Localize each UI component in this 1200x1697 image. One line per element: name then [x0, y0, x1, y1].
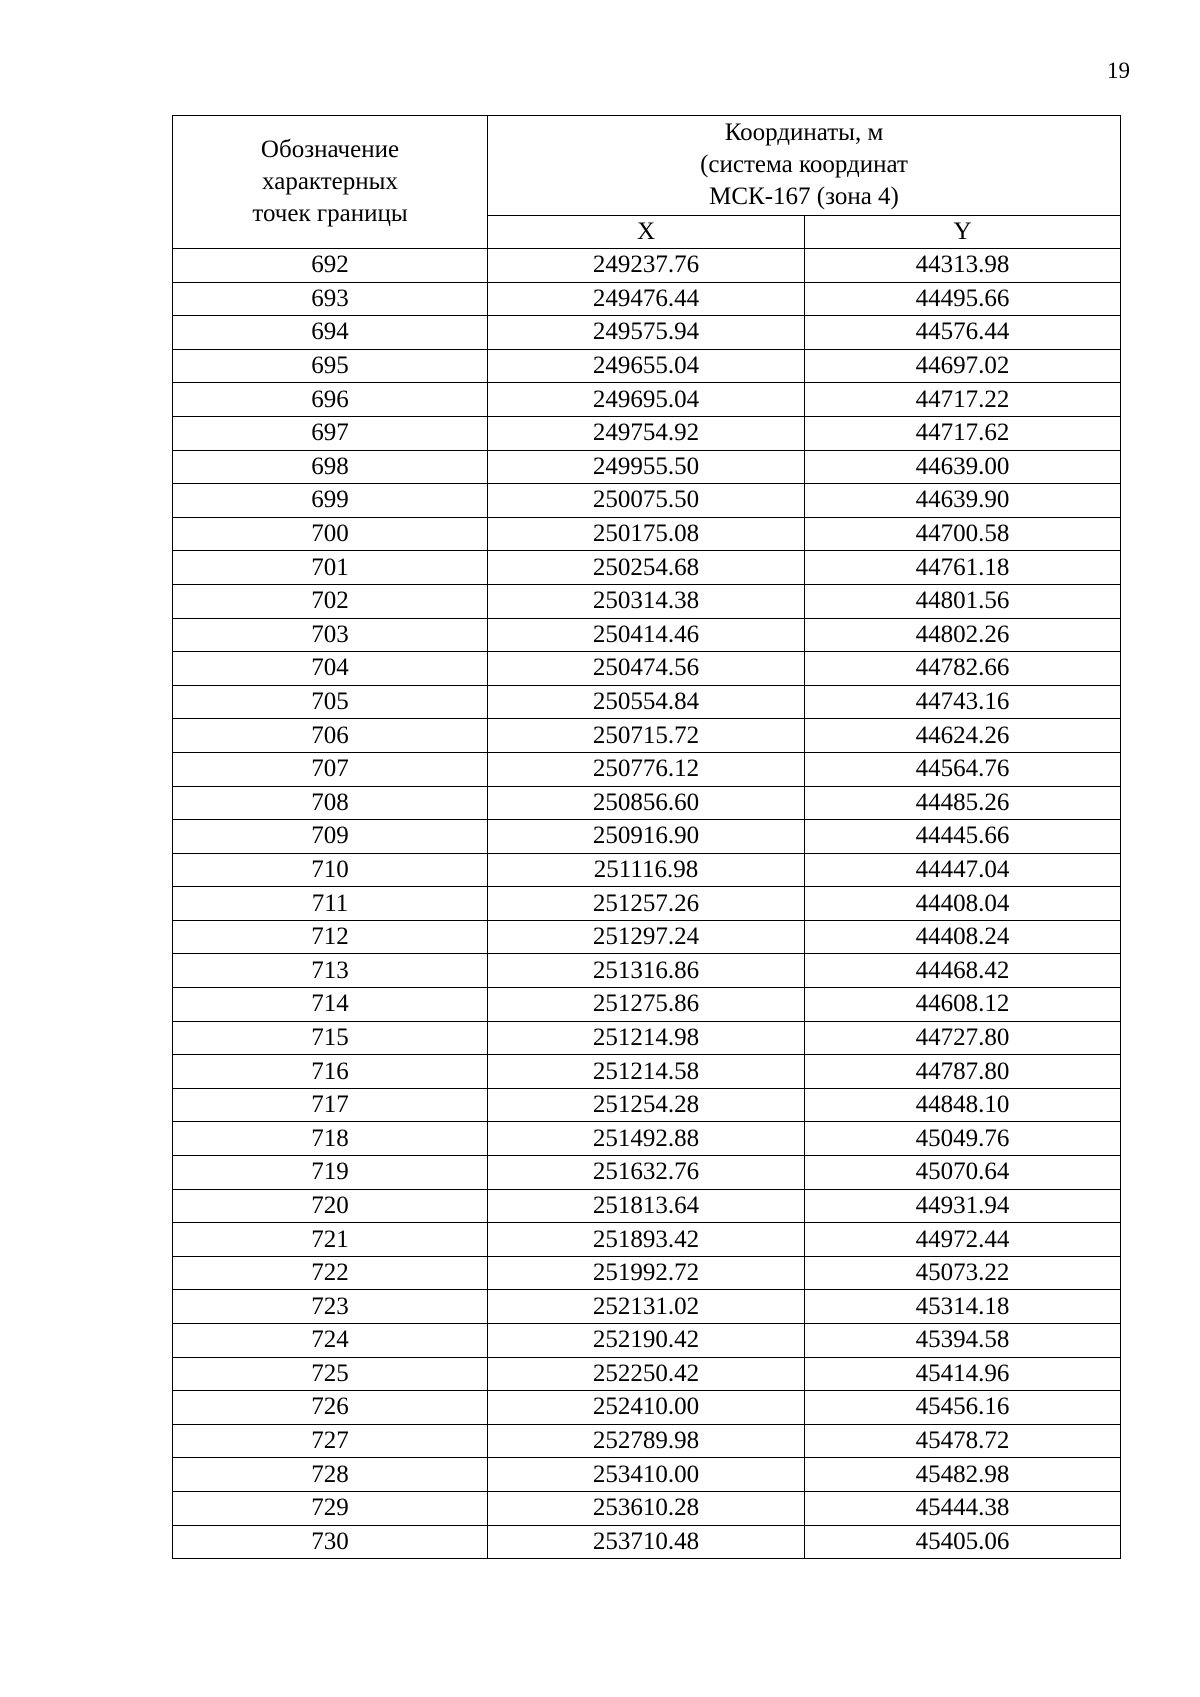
- point-cell: 706: [173, 719, 488, 753]
- y-cell: 44408.24: [805, 920, 1121, 954]
- y-cell: 44782.66: [805, 652, 1121, 686]
- y-cell: 44761.18: [805, 551, 1121, 585]
- coordinates-table: [172, 115, 1121, 1559]
- point-cell: 716: [173, 1055, 488, 1089]
- point-cell: 710: [173, 853, 488, 887]
- point-cell: 714: [173, 988, 488, 1022]
- header-x: X: [488, 215, 805, 248]
- table-row: [173, 1525, 1121, 1559]
- point-cell: 705: [173, 685, 488, 719]
- x-cell: 251275.86: [488, 988, 805, 1022]
- table-row: [173, 282, 1121, 316]
- x-cell: 250776.12: [488, 752, 805, 786]
- y-cell: 44313.98: [805, 249, 1121, 283]
- table-row: [173, 551, 1121, 585]
- header-point-line-2: характерных: [262, 168, 398, 195]
- point-cell: 696: [173, 383, 488, 417]
- table-row: [173, 416, 1121, 450]
- point-cell: 723: [173, 1290, 488, 1324]
- x-cell: 249237.76: [488, 249, 805, 283]
- x-cell: 251116.98: [488, 853, 805, 887]
- point-cell: 703: [173, 618, 488, 652]
- page-number: 19: [1107, 58, 1130, 83]
- y-cell: 44564.76: [805, 752, 1121, 786]
- table-row: [173, 1290, 1121, 1324]
- table-row: [173, 618, 1121, 652]
- table-row: [173, 584, 1121, 618]
- table-row: [173, 1458, 1121, 1492]
- point-cell: 725: [173, 1357, 488, 1391]
- table-row: [173, 1223, 1121, 1257]
- x-cell: 251632.76: [488, 1156, 805, 1190]
- x-cell: 252250.42: [488, 1357, 805, 1391]
- header-point-line-3: точек границы: [252, 200, 408, 227]
- table-row: [173, 1357, 1121, 1391]
- point-cell: 711: [173, 887, 488, 921]
- point-cell: 695: [173, 349, 488, 383]
- y-cell: 44639.90: [805, 484, 1121, 518]
- y-cell: 44727.80: [805, 1021, 1121, 1055]
- header-y: Y: [805, 215, 1121, 248]
- y-cell: 44639.00: [805, 450, 1121, 484]
- y-cell: 45073.22: [805, 1256, 1121, 1290]
- y-cell: 44608.12: [805, 988, 1121, 1022]
- point-cell: 709: [173, 820, 488, 854]
- point-cell: 721: [173, 1223, 488, 1257]
- point-cell: 712: [173, 920, 488, 954]
- x-cell: 250414.46: [488, 618, 805, 652]
- x-cell: 250715.72: [488, 719, 805, 753]
- x-cell: 252410.00: [488, 1391, 805, 1425]
- table-row: [173, 1491, 1121, 1525]
- y-cell: 45314.18: [805, 1290, 1121, 1324]
- table-row: [173, 887, 1121, 921]
- x-cell: 250314.38: [488, 584, 805, 618]
- table-row: [173, 383, 1121, 417]
- y-cell: 44717.22: [805, 383, 1121, 417]
- point-cell: 718: [173, 1122, 488, 1156]
- x-cell: 251214.58: [488, 1055, 805, 1089]
- table-row: [173, 1256, 1121, 1290]
- y-cell: 44495.66: [805, 282, 1121, 316]
- y-cell: 45414.96: [805, 1357, 1121, 1391]
- table-row: [173, 450, 1121, 484]
- y-cell: 45456.16: [805, 1391, 1121, 1425]
- x-cell: 251257.26: [488, 887, 805, 921]
- y-cell: 45482.98: [805, 1458, 1121, 1492]
- x-cell: 252131.02: [488, 1290, 805, 1324]
- x-cell: 251492.88: [488, 1122, 805, 1156]
- x-cell: 250916.90: [488, 820, 805, 854]
- table-row: [173, 1088, 1121, 1122]
- x-cell: 249754.92: [488, 416, 805, 450]
- point-cell: 694: [173, 316, 488, 350]
- y-cell: 44848.10: [805, 1088, 1121, 1122]
- x-cell: 251813.64: [488, 1189, 805, 1223]
- table-body: [173, 249, 1121, 1559]
- x-cell: 251316.86: [488, 954, 805, 988]
- x-cell: 252789.98: [488, 1424, 805, 1458]
- table-row: [173, 652, 1121, 686]
- point-cell: 697: [173, 416, 488, 450]
- table-header: [173, 116, 1121, 249]
- y-cell: 44408.04: [805, 887, 1121, 921]
- point-cell: 729: [173, 1491, 488, 1525]
- x-cell: 249695.04: [488, 383, 805, 417]
- point-cell: 693: [173, 282, 488, 316]
- table-row: [173, 1021, 1121, 1055]
- point-cell: 715: [173, 1021, 488, 1055]
- table-row: [173, 954, 1121, 988]
- header-point-line-1: Обозначение: [260, 136, 400, 163]
- x-cell: 250474.56: [488, 652, 805, 686]
- y-cell: 44485.26: [805, 786, 1121, 820]
- point-cell: 726: [173, 1391, 488, 1425]
- y-cell: 44801.56: [805, 584, 1121, 618]
- point-cell: 702: [173, 584, 488, 618]
- x-cell: 251893.42: [488, 1223, 805, 1257]
- point-cell: 701: [173, 551, 488, 585]
- y-cell: 44931.94: [805, 1189, 1121, 1223]
- x-cell: 253710.48: [488, 1525, 805, 1559]
- point-cell: 730: [173, 1525, 488, 1559]
- y-cell: 44468.42: [805, 954, 1121, 988]
- x-cell: 251992.72: [488, 1256, 805, 1290]
- x-cell: 253410.00: [488, 1458, 805, 1492]
- table-row: [173, 316, 1121, 350]
- y-cell: 44624.26: [805, 719, 1121, 753]
- table-row: [173, 1189, 1121, 1223]
- table-row: [173, 349, 1121, 383]
- y-cell: 45394.58: [805, 1324, 1121, 1358]
- point-cell: 727: [173, 1424, 488, 1458]
- table-row: [173, 1424, 1121, 1458]
- point-cell: 722: [173, 1256, 488, 1290]
- y-cell: 45478.72: [805, 1424, 1121, 1458]
- y-cell: 45070.64: [805, 1156, 1121, 1190]
- table-row: [173, 752, 1121, 786]
- table-row: [173, 1391, 1121, 1425]
- table-row: [173, 920, 1121, 954]
- x-cell: 252190.42: [488, 1324, 805, 1358]
- header-coord-line-2: (система координат: [700, 151, 908, 179]
- x-cell: 250075.50: [488, 484, 805, 518]
- point-cell: 713: [173, 954, 488, 988]
- x-cell: 251254.28: [488, 1088, 805, 1122]
- point-cell: 698: [173, 450, 488, 484]
- x-cell: 249655.04: [488, 349, 805, 383]
- point-cell: 720: [173, 1189, 488, 1223]
- y-cell: 44697.02: [805, 349, 1121, 383]
- point-cell: 724: [173, 1324, 488, 1358]
- point-cell: 700: [173, 517, 488, 551]
- point-cell: 708: [173, 786, 488, 820]
- y-cell: 44445.66: [805, 820, 1121, 854]
- table-row: [173, 517, 1121, 551]
- header-coordinates: [488, 116, 1121, 216]
- point-cell: 704: [173, 652, 488, 686]
- table-row: [173, 786, 1121, 820]
- header-coord-line-3: МСК-167 (зона 4): [709, 183, 899, 211]
- table-row: [173, 719, 1121, 753]
- x-cell: 249575.94: [488, 316, 805, 350]
- point-cell: 692: [173, 249, 488, 283]
- y-cell: 44576.44: [805, 316, 1121, 350]
- y-cell: 45405.06: [805, 1525, 1121, 1559]
- point-cell: 717: [173, 1088, 488, 1122]
- x-cell: 250554.84: [488, 685, 805, 719]
- table-row: [173, 1156, 1121, 1190]
- x-cell: 249955.50: [488, 450, 805, 484]
- x-cell: 253610.28: [488, 1491, 805, 1525]
- point-cell: 728: [173, 1458, 488, 1492]
- y-cell: 44717.62: [805, 416, 1121, 450]
- table-row: [173, 685, 1121, 719]
- y-cell: 44447.04: [805, 853, 1121, 887]
- header-point-designation: [173, 116, 488, 249]
- header-coord-line-1: Координаты, м: [724, 119, 884, 147]
- point-cell: 707: [173, 752, 488, 786]
- x-cell: 249476.44: [488, 282, 805, 316]
- point-cell: 719: [173, 1156, 488, 1190]
- y-cell: 45444.38: [805, 1491, 1121, 1525]
- x-cell: 250175.08: [488, 517, 805, 551]
- y-cell: 44700.58: [805, 517, 1121, 551]
- x-cell: 251297.24: [488, 920, 805, 954]
- table-row: [173, 988, 1121, 1022]
- table-row: [173, 484, 1121, 518]
- table-row: [173, 1324, 1121, 1358]
- x-cell: 250856.60: [488, 786, 805, 820]
- table-row: [173, 249, 1121, 283]
- table-row: [173, 820, 1121, 854]
- y-cell: 44802.26: [805, 618, 1121, 652]
- y-cell: 44787.80: [805, 1055, 1121, 1089]
- table-row: [173, 1055, 1121, 1089]
- y-cell: 44743.16: [805, 685, 1121, 719]
- table-row: [173, 853, 1121, 887]
- x-cell: 251214.98: [488, 1021, 805, 1055]
- table-row: [173, 1122, 1121, 1156]
- point-cell: 699: [173, 484, 488, 518]
- y-cell: 45049.76: [805, 1122, 1121, 1156]
- y-cell: 44972.44: [805, 1223, 1121, 1257]
- x-cell: 250254.68: [488, 551, 805, 585]
